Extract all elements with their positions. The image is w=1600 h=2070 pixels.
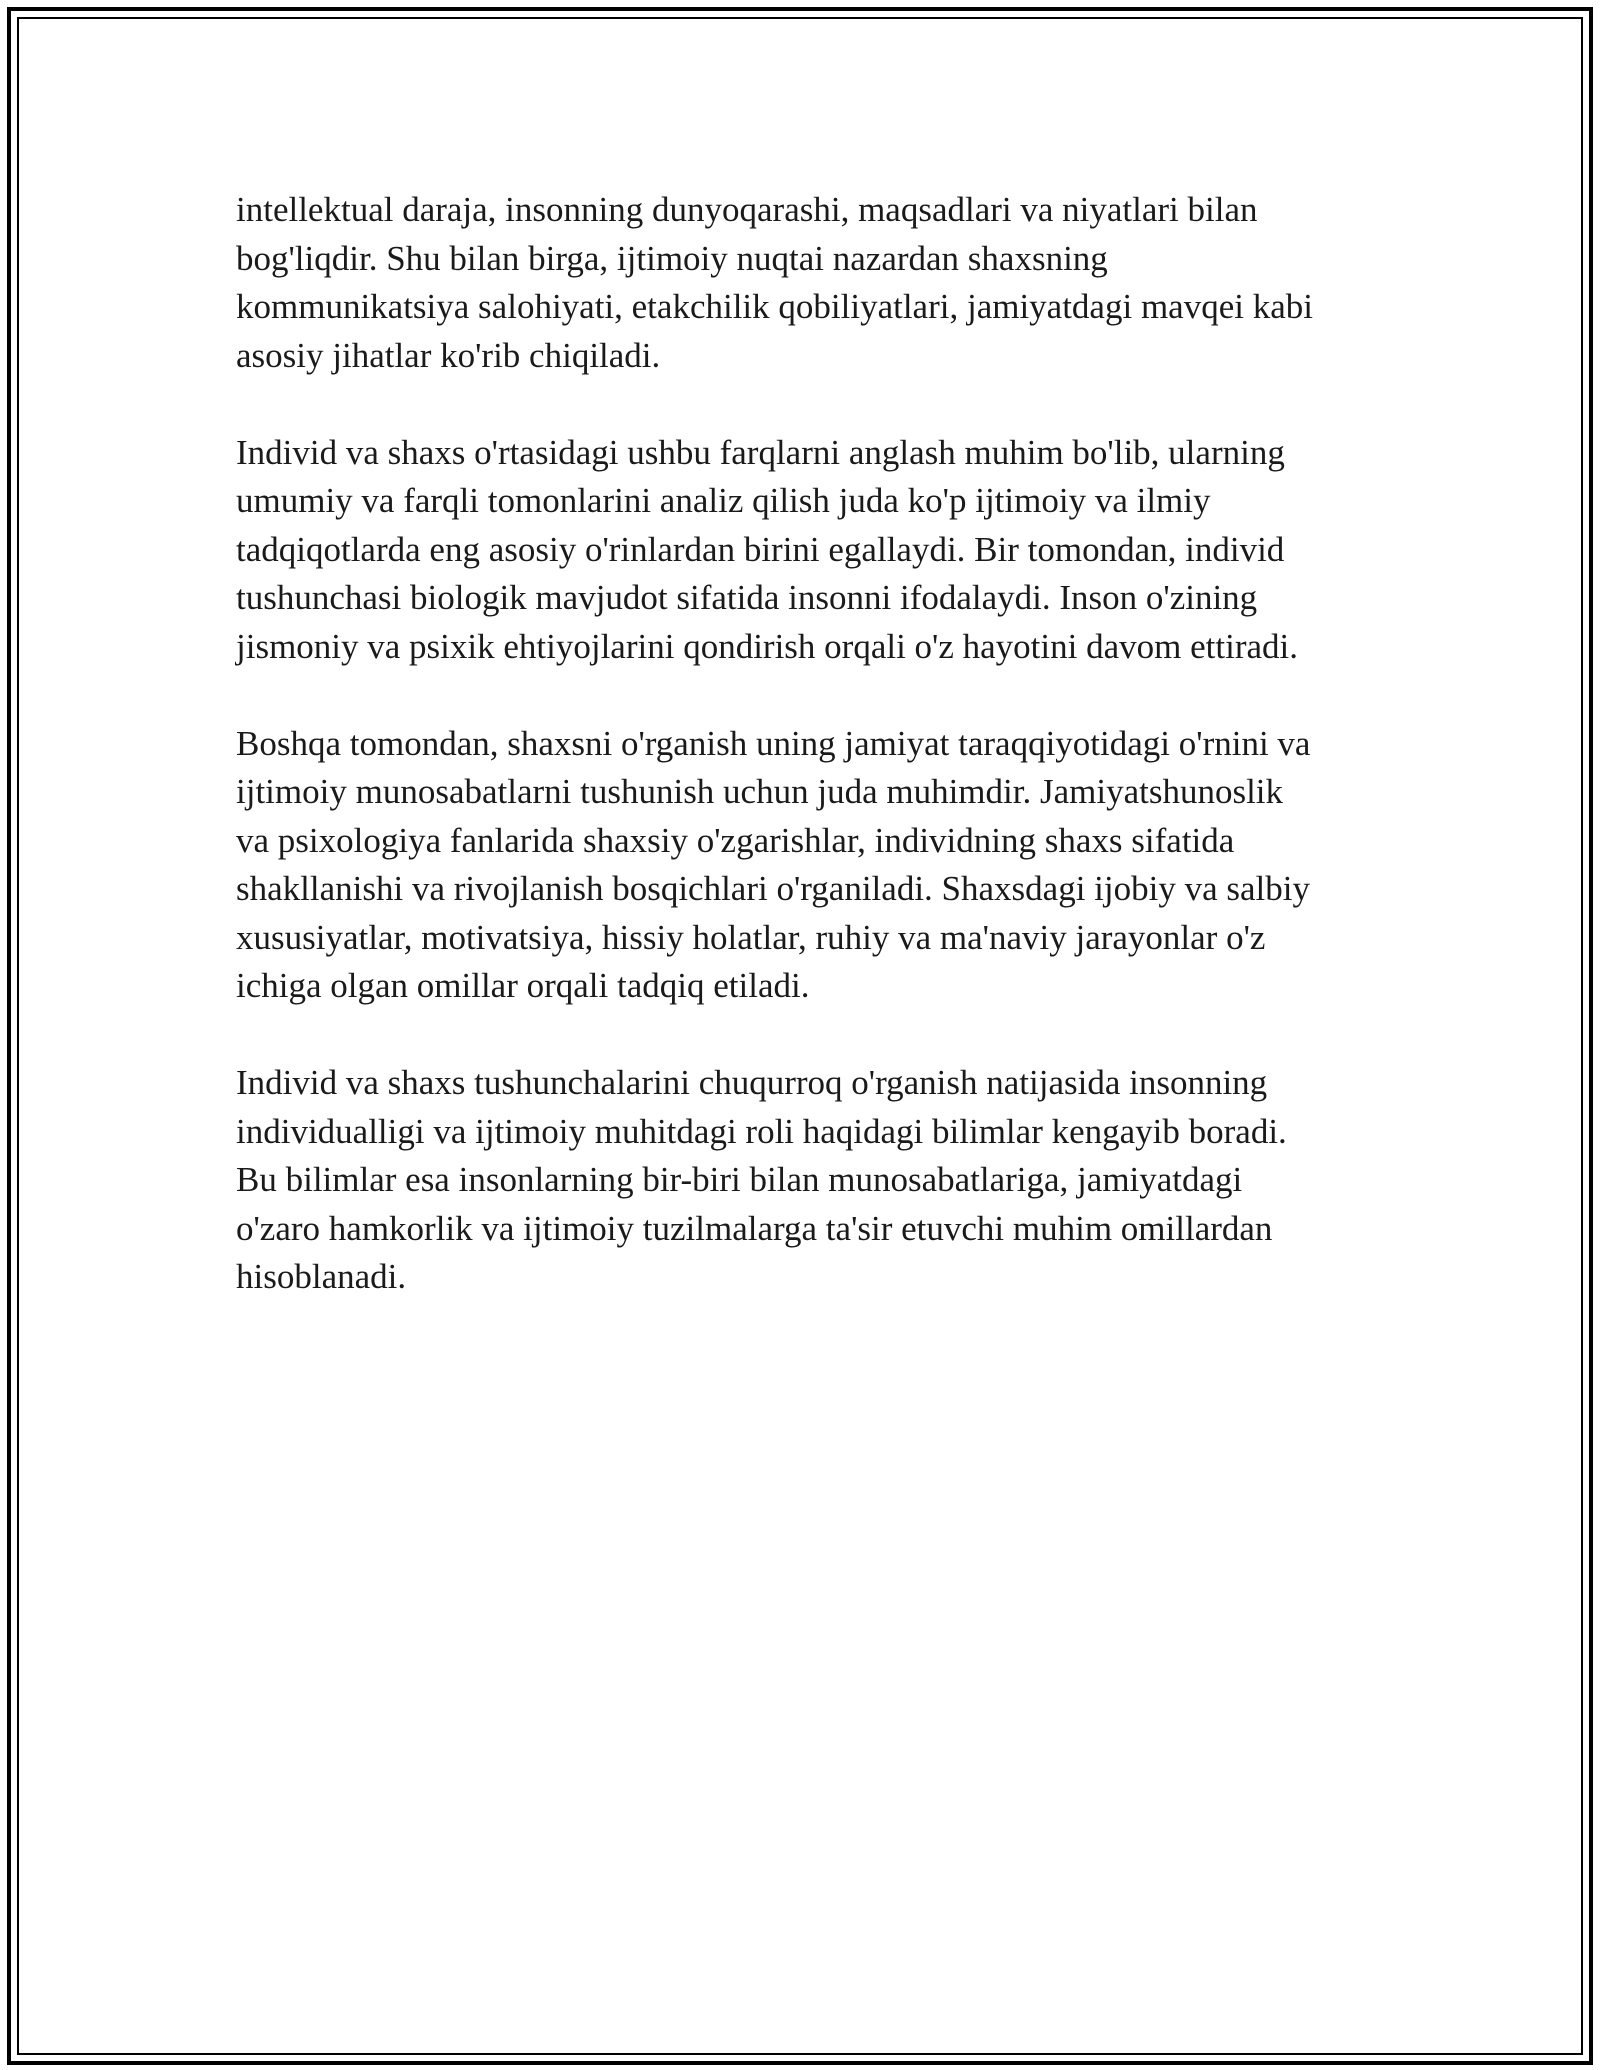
paragraph-3: Boshqa tomondan, shaxsni o'rganish uning jamiyat taraqqiyotidagi o'rnini va ijtimoiy munosabatlarni tushunish uchun juda muhimdir. Jamiyatshunoslik va psixologiya fanlarida shaxsiy o'zgarishlar, individning shaxs sifatida shakllanishi va rivojlanish bosqichlari o'rganiladi. Shaxsdagi ijobiy va salbiy xususiyatlar, motivatsiya, hissiy holatlar, ruhiy va ma'naviy jarayonlar o'z ichiga olgan omillar orqali tadqiq etiladi. [236, 723, 1311, 1005]
paragraph-1: intellektual daraja, insonning dunyoqarashi, maqsadlari va niyatlari bilan bog'liqdir. Shu bilan birga, ijtimoiy nuqtai nazardan shaxsning kommunikatsiya salohiyati, etakchilik qobiliyatlari, jamiyatdagi mavqei kabi asosiy jihatlar ko'rib chiqiladi. [236, 190, 1313, 375]
paragraph-4: Individ va shaxs tushunchalarini chuqurroq o'rganish natijasida insonning individualligi va ijtimoiy muhitdagi roli haqidagi bilimlar kengayib boradi. Bu bilimlar esa insonlarning bir-biri bilan munosabatlariga, jamiyatdagi o'zaro hamkorlik va ijtimoiy tuzilmalarga ta'sir etuvchi muhim omillardan hisoblanadi. [236, 1063, 1287, 1296]
paragraph-2: Individ va shaxs o'rtasidagi ushbu farqlarni anglash muhim bo'lib, ularning umumiy va farqli tomonlarini analiz qilish juda ko'p ijtimoiy va ilmiy tadqiqotlarda eng asosiy o'rinlardan birini egallaydi. Bir tomondan, individ tushunchasi biologik mavjudot sifatida insonni ifodalaydi. Inson o'zining jismoniy va psixik ehtiyojlarini qondirish orqali o'z hayotini davom ettiradi. [236, 432, 1298, 666]
document-body [236, 186, 1366, 1350]
